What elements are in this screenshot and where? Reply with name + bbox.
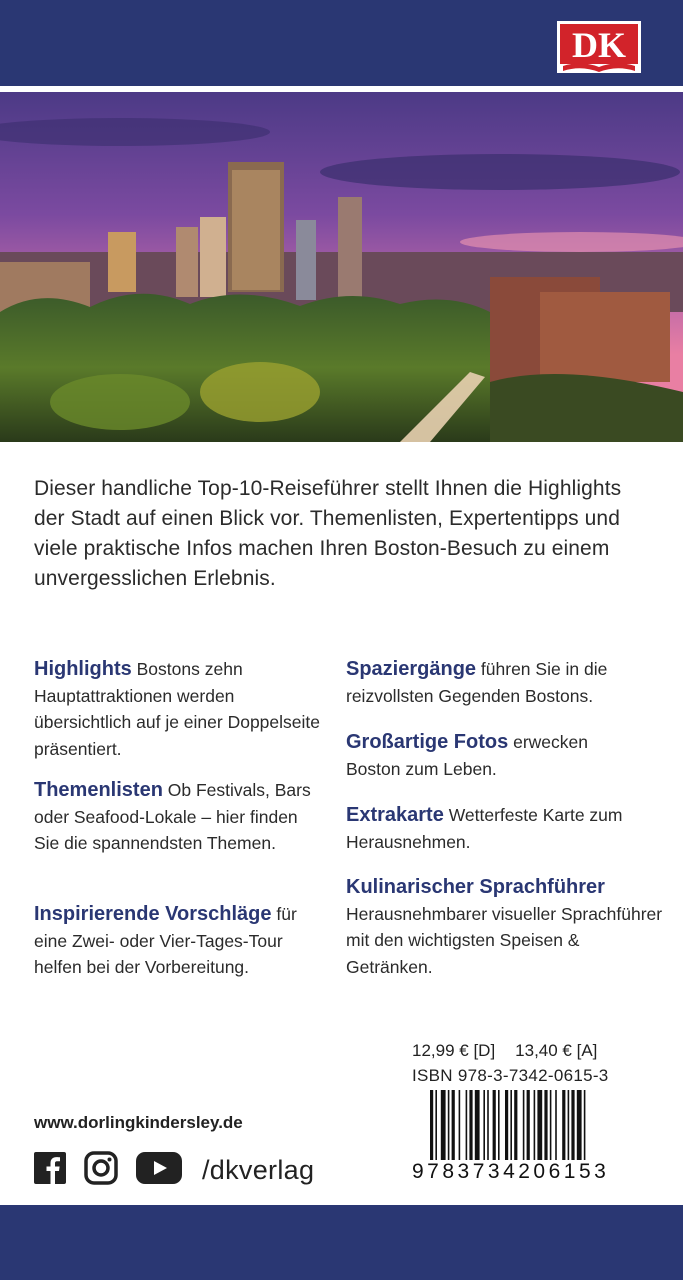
feature-title: Spaziergänge (346, 658, 477, 680)
feature-text: Herausnehmbarer visueller Sprachführer mit den wichtigsten Speisen & Getränken. (346, 903, 663, 977)
feature-title: Themenlisten (34, 779, 163, 801)
feature-highlights (34, 656, 324, 762)
feature-text: Wetterfeste Karte zum Herausnehmen. (346, 805, 623, 852)
dk-logo-text: DK (572, 25, 626, 65)
instagram-icon[interactable] (84, 1151, 118, 1190)
feature-text: führen Sie in die reizvollsten Gegenden Bostons. (346, 659, 608, 706)
barcode-digits: 9783734206153 (412, 1160, 610, 1183)
feature-text: Ob Festivals, Bars oder Seafood-Lokale – hier finden Sie die spannendsten Themen. (34, 780, 311, 853)
feature-extrakarte (346, 802, 646, 855)
isbn-text: ISBN 978-3-7342-0615-3 (412, 1066, 609, 1085)
feature-title: Highlights (34, 658, 132, 680)
feature-title: Großartige Fotos (346, 731, 509, 753)
feature-title: Extrakarte (346, 804, 444, 826)
feature-sprachfuehrer (346, 874, 664, 980)
feature-text: für eine Zwei- oder Vier-Tages-Tour helfen bei der Vorbereitung. (34, 904, 297, 977)
intro-text: Dieser handliche Top-10-Reiseführer stellt Ihnen die Highlights der Stadt auf einen Blick vor. Themenlisten, Expertentipps und viele praktische Infos machen Ihren Boston-Besuch zu einem unvergesslichen Erlebnis. (34, 477, 622, 590)
feature-title: Kulinarischer Sprachführer (346, 876, 605, 898)
price-at: 13,40 € [A] (515, 1041, 598, 1060)
social-links (34, 1150, 314, 1190)
social-handle: /dkverlag (202, 1154, 315, 1185)
feature-text: Bostons zehn Hauptattraktionen werden übersichtlich auf je einer Doppelseite präsentiert. (34, 659, 320, 759)
facebook-icon[interactable] (34, 1152, 66, 1189)
website-link[interactable]: www.dorlingkindersley.de (34, 1113, 243, 1132)
price-de: 12,99 € [D] (412, 1041, 496, 1060)
feature-vorschlaege (34, 901, 334, 981)
city-photo (0, 92, 683, 442)
feature-themenlisten (34, 777, 324, 857)
feature-title: Inspirierende Vorschläge (34, 903, 272, 925)
feature-text: erwecken Boston zum Leben. (346, 732, 588, 779)
price-block (412, 1041, 597, 1061)
youtube-icon[interactable] (136, 1152, 182, 1189)
feature-spaziergaenge (346, 656, 656, 709)
dk-logo (555, 19, 643, 75)
barcode (430, 1090, 637, 1160)
bottom-band (0, 1205, 683, 1280)
feature-fotos (346, 729, 646, 782)
